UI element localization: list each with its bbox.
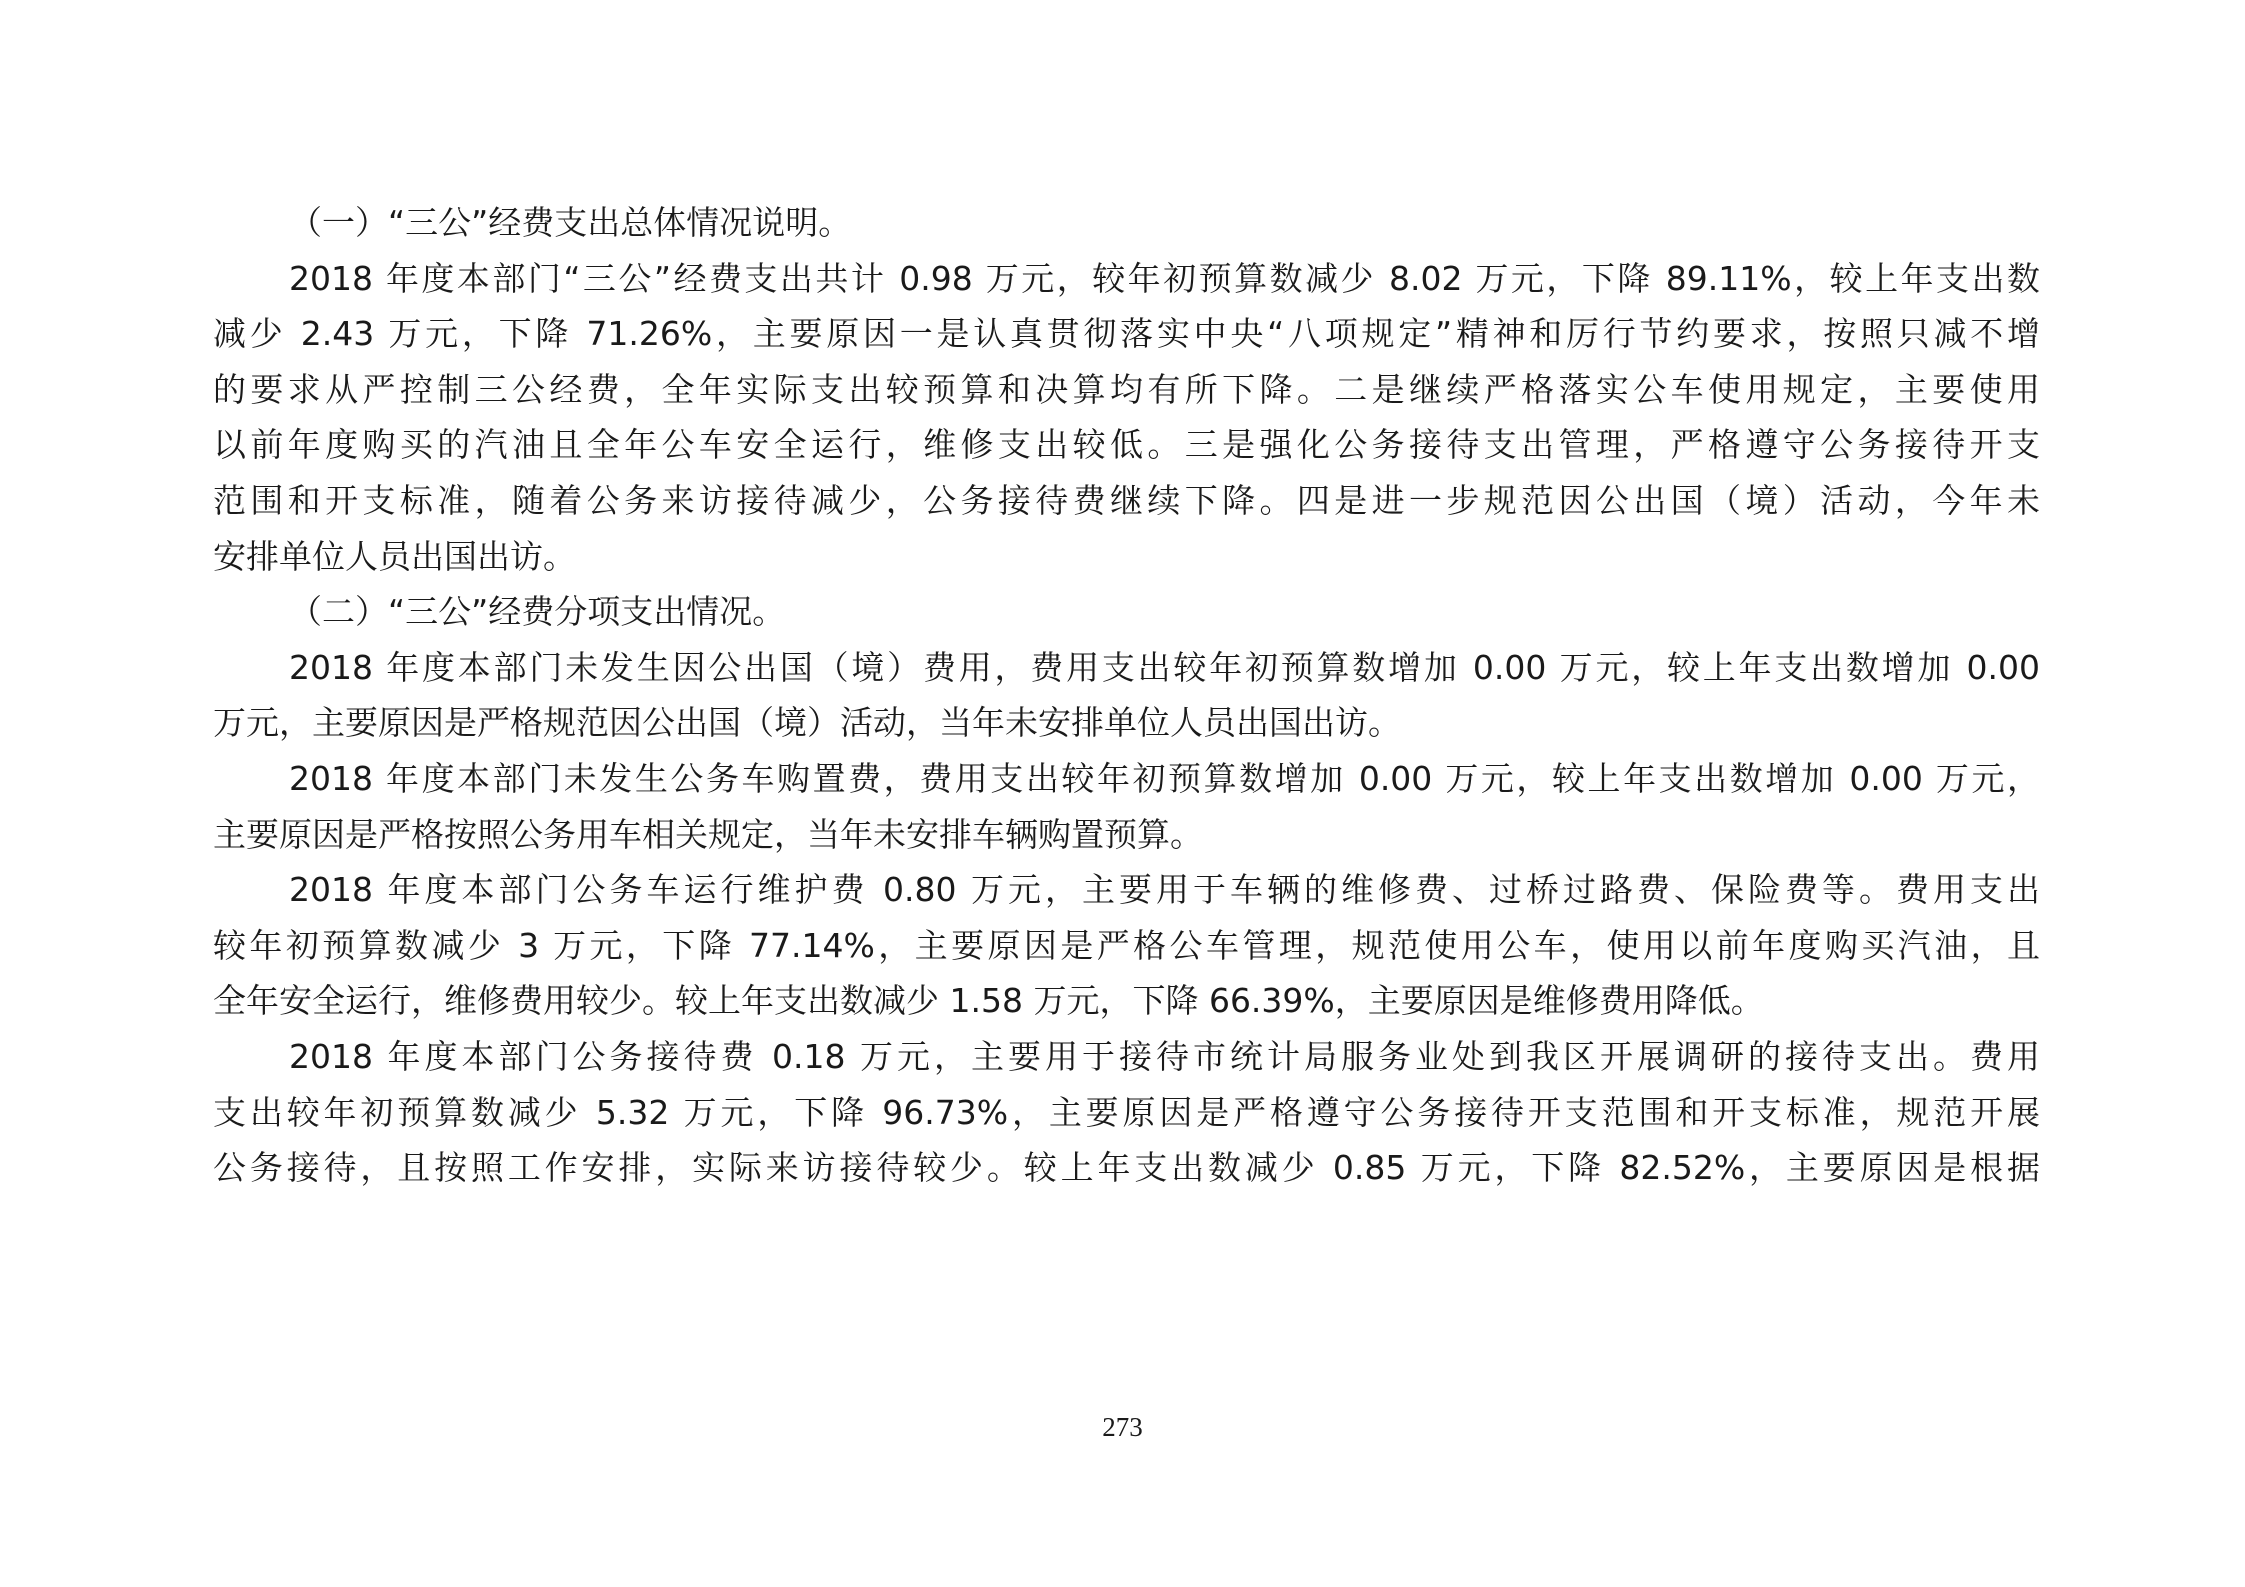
paragraph-line: 2018 年度本部门未发生公务车购置费，费用支出较年初预算数增加 0.00 万元，较上年支出数增加 0.00 万元， (289, 758, 2040, 798)
paragraph-line: 支出较年初预算数减少 5.32 万元，下降 96.73%，主要原因是严格遵守公务接待开支范围和开支标准，规范开展 (213, 1092, 2040, 1132)
paragraph-line: 2018 年度本部门未发生因公出国（境）费用，费用支出较年初预算数增加 0.00 万元，较上年支出数增加 0.00 (289, 647, 2040, 687)
paragraph-line: 的要求从严控制三公经费，全年实际支出较预算和决算均有所下降。二是继续严格落实公车使用规定，主要使用 (213, 369, 2040, 409)
paragraph-vehicle-operation (213, 862, 2040, 1029)
paragraph-abroad-expense (213, 640, 2040, 751)
paragraph-line: 公务接待，且按照工作安排，实际来访接待较少。较上年支出数减少 0.85 万元，下降 82.52%，主要原因是根据 (213, 1148, 2040, 1188)
section-heading-overall: （一）“三公”经费支出总体情况说明。 (289, 203, 852, 242)
paragraph-vehicle-purchase (213, 751, 2040, 862)
section-heading-itemized: （二）“三公”经费分项支出情况。 (289, 592, 786, 632)
paragraph-line: 较年初预算数减少 3 万元，下降 77.14%，主要原因是严格公车管理，规范使用公车，使用以前年度购买汽油，且 (213, 925, 2040, 965)
paragraph-overall (213, 251, 2040, 585)
paragraph-line: 2018 年度本部门公务接待费 0.18 万元，主要用于接待市统计局服务业处到我区开展调研的接待支出。费用 (289, 1036, 2040, 1076)
paragraph-line: 万元，主要原因是严格规范因公出国（境）活动，当年未安排单位人员出国出访。 (213, 703, 1401, 743)
paragraph-line: 减少 2.43 万元，下降 71.26%，主要原因一是认真贯彻落实中央“八项规定”精神和厉行节约要求，按照只减不增 (213, 314, 2040, 354)
paragraph-line: 2018 年度本部门“三公”经费支出共计 0.98 万元，较年初预算数减少 8.02 万元，下降 89.11%，较上年支出数 (289, 258, 2040, 298)
paragraph-line: 安排单位人员出国出访。 (213, 536, 576, 576)
paragraph-line: 2018 年度本部门公务车运行维护费 0.80 万元，主要用于车辆的维修费、过桥过路费、保险费等。费用支出 (289, 870, 2040, 910)
paragraph-line: 主要原因是严格按照公务用车相关规定，当年未安排车辆购置预算。 (213, 814, 1203, 854)
paragraph-line: 全年安全运行，维修费用较少。较上年支出数减少 1.58 万元，下降 66.39%，主要原因是维修费用降低。 (213, 981, 1764, 1021)
document-body (213, 195, 2040, 1196)
page-number: 273 (1102, 1412, 1143, 1442)
paragraph-reception (213, 1029, 2040, 1196)
paragraph-line: 以前年度购买的汽油且全年公车安全运行，维修支出较低。三是强化公务接待支出管理，严格遵守公务接待开支 (213, 425, 2040, 465)
paragraph-line: 范围和开支标准，随着公务来访接待减少，公务接待费继续下降。四是进一步规范因公出国（境）活动，今年未 (213, 480, 2040, 520)
